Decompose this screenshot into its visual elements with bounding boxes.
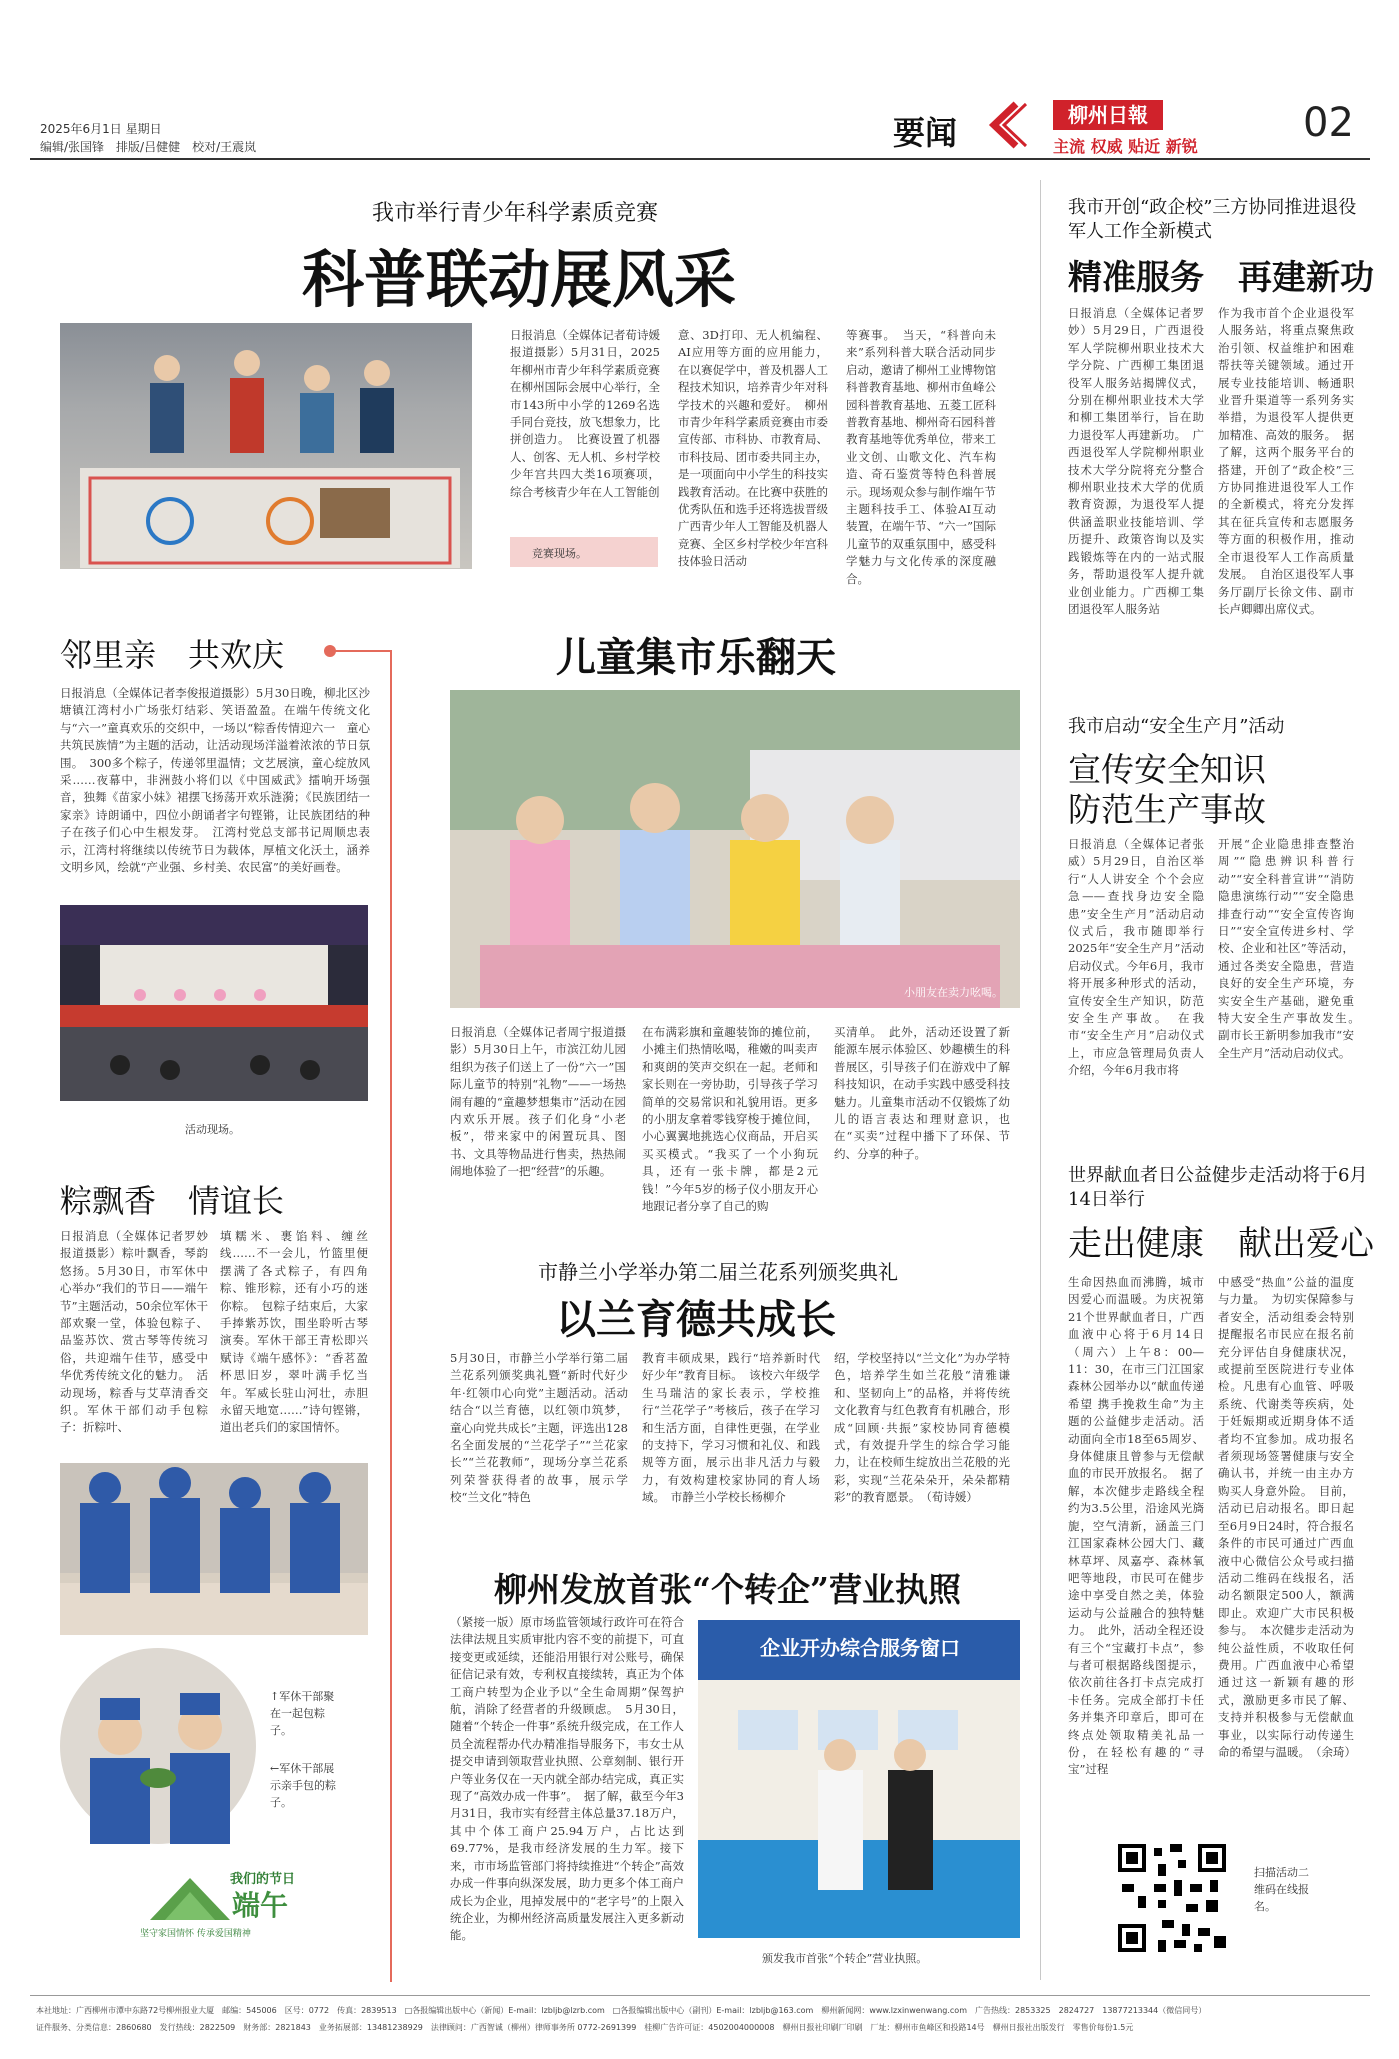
a7-title: 以兰育德共成长: [556, 1296, 836, 1343]
a1-col2: 意、3D打印、无人机编程、AI应用等方面的应用能力，在以赛促学中，普及机器人工程技术知识，培养青少年对科学技术的兴趣和爱好。 柳州市青少年科学素质竞赛由市委宣传部、市科协、市教育局、市科技局、团市委共同主办，是一项面向中小学生的科技实践教育活动。在比赛中获胜的优秀队伍和选手还将选拔晋级广西青少年人工智能及机器人竞赛、全区乡村学校少年宫科技体验日活动: [678, 328, 828, 569]
a8-kicker: 世界献血者日公益健步走活动将于6月14日举行: [1068, 1165, 1368, 1210]
divider-left-col: [1040, 180, 1041, 1980]
a4-photo2: [60, 1648, 256, 1844]
a9-photo: [698, 1620, 1020, 1938]
a5-title: 儿童集市乐翻天: [556, 634, 836, 681]
a2-kicker: 我市开创“政企校”三方协同推进退役军人工作全新模式: [1068, 197, 1357, 242]
a5-col2: 在布满彩旗和童趣装饰的摊位前，小摊主们热情吆喝，稚嫩的叫卖声和爽朗的笑声交织在一起。老师和家长则在一旁协助，引导孩子学习简单的交易常识和礼貌用语。更多的小朋友拿着零钱穿梭于摊位间，小心翼翼地挑选心仪商品，开启买买买模式。“我买了一个小狗玩具，还有一张卡牌，都是2元钱！”今年5岁的杨子仪小朋友开心地跟记者分享了自己的购: [642, 1025, 818, 1214]
page-number: 02: [1303, 100, 1354, 146]
a9-title: 柳州发放首张“个转企”营业执照: [494, 1570, 961, 1609]
a6-title-line1: 宣传安全知识: [1068, 750, 1266, 789]
a4-col1: 日报消息（全媒体记者罗妙报道摄影）粽叶飘香，琴韵悠扬。5月30日，市军休中心举办“我们的节日——端午节”主题活动，50余位军休干部欢聚一堂，体验包粽子、品鉴苏饮、赏古琴等传统习俗，共迎端午佳节，感受中华优秀传统文化的魅力。 活动现场，粽香与艾草清香交织。军休干部们动手包粽子：折粽叶、: [60, 1229, 208, 1435]
a1-kicker: 我市举行青少年科学素质竞赛: [372, 201, 659, 226]
chevron-left-icon: [980, 100, 1030, 150]
a7-col2: 教育丰硕成果，践行“培养新时代好少年”教育目标。 该校六年级学生马瑞洁的家长表示，学校推行“兰花学子”考核后，孩子在学习和生活方面，自律性更强，在学业的支持下，学习习惯和礼仪、和践规等方面，展示出非凡活力与毅力，有效构建校家协同的育人场域。 市静兰小学校长杨柳介: [642, 1351, 820, 1505]
festival-slogan: 坚守家国情怀 传承爱国精神: [140, 1929, 251, 1939]
a3-bracket-dot: [324, 645, 336, 657]
a9-text: （紧接一版）原市场监管领域行政许可在符合法律法规且实质审批内容不变的前提下，可直接变更或延续，还能沿用银行对公账号，确保征信记录有效，专利权直接续转，真正为个体工商户转型为企业予以“全生命周期”保驾护航，消除了经营者的升级顾虑。 5月30日，随着“个转企一件事”系统升级完成，在工作人员全流程帮办代办精准指导服务下，韦女士从提交申请到领取营业执照、公章刻制、银行开户等业务仅在一天内就全部办结完成，真正实现了“高效办成一件事”。 据了解，截至今年3月31日，我市实有经营主体总量37.18万户，其中个体工商户25.94万户，占比达到69.77%，是我市经济发展的生力军。接下来，市市场监管部门将持续推进“个转企”高效办成一件事向纵深发展，助力更多个体工商户成长为企业，甩掉发展中的“老字号”的上限入统企业，为柳州经济高质量发展注入更多新动能。: [450, 1615, 684, 1943]
a1-title: 科普联动展风采: [302, 243, 737, 316]
a4-caption1: ↑军休干部聚在一起包粽子。: [270, 1690, 335, 1737]
a9-sign: 企业开办综合服务窗口: [760, 1636, 960, 1660]
a3-photo: [60, 905, 368, 1101]
a3-text: 日报消息（全媒体记者李俊报道摄影）5月30日晚，柳北区沙塘镇江湾村小广场张灯结彩、笑语盈盈。在端午传统文化与“六一”童真欢乐的交织中，一场以“粽香传情迎六一 童心共筑民族情”为主题的活动，让活动现场洋溢着浓浓的节日氛围。 300多个粽子，传递邻里温情；文艺展演，童心绽放风采……夜幕中，非洲鼓小将们以《中国威武》擂响开场强音，独舞《苗家小妹》裙摆飞扬荡开欢乐涟漪；《民族团结一家亲》诗朗诵中，四位小朗诵者字句铿锵，让民族团结的种子在孩子们心中生根发芽。 江湾村党总支部书记周顺忠表示，江湾村将继续以传统节日为载体，厚植文化沃土，涵养文明乡风，绘就“产业强、乡村美、农民富”的美好画卷。: [60, 686, 370, 875]
a1-col3: 等赛事。 当天，“科普向未来”系列科普大联合活动同步启动，邀请了柳州工业博物馆科普教育基地、柳州市鱼峰公园科普教育基地、五菱工匠科普教育基地、柳州奇石园科普教育基地等优秀单位，带来工业文创、山歌文化、汽车构造、奇石鉴赏等特色科普展示。现场观众参与制作端午节主题科技手工、体验AI互动装置，在端午节、“六一”国际儿童节的双重氛围中，感受科学魅力与文化传承的深度融合。: [846, 328, 996, 586]
a2-col1: 日报消息（全媒体记者罗妙）5月29日，广西退役军人学院柳州职业技术大学分院、广西柳工集团退役军人服务站揭牌仪式，分别在柳州职业技术大学和柳工集团举行，旨在助力退役军人再建新功。 广西退役军人学院柳州职业技术大学分院将充分整合柳州职业技术大学的优质教育资源，为退役军人提供涵盖职业技能培训、学历提升、政策咨询以及实践锻炼等在内的一站式服务，帮助退役军人提升就业创业能力。广西柳工集团退役军人服务站: [1068, 306, 1204, 616]
qr-code-icon[interactable]: [1114, 1840, 1230, 1956]
a7-col1: 5月30日，市静兰小学举行第二届兰花系列颁奖典礼暨“新时代好少年·红领巾心向党”主题活动。活动结合“以兰育德，以红领巾筑梦，童心向党共成长”主题，评选出128名全面发展的“兰花学子”“兰花家长”“兰花教师”，现场分享兰花系列荣誉获得者的故事，展示学校“兰文化”特色: [450, 1351, 628, 1505]
a6-col1: 日报消息（全媒体记者张威）5月29日，自治区举行“人人讲安全 个个会应急——查找身边安全隐患”安全生产月”活动启动仪式后，我市随即举行2025年“安全生产月”活动启动仪式。今年6月，我市将开展多种形式的活动，宣传安全生产知识，防范安全生产事故。 在我市“安全生产月”启动仪式上，市应急管理局负责人介绍，今年6月我市将: [1068, 837, 1204, 1078]
a1-photo: [60, 323, 472, 569]
a5-photo: [450, 690, 1020, 1008]
a2-col2: 作为我市首个企业退役军人服务站，将重点聚焦政治引领、权益维护和困难帮扶等关键领域。通过开展专业技能培训、畅通职业晋升渠道等一系列务实举措，为退役军人提供更加精准、高效的服务。 据了解，这两个服务平台的搭建，开创了“政企校”三方协同推进退役军人工作的全新模式，将充分发挥其在征兵宣传和志愿服务等方面的积极作用，推动全市退役军人工作高质量发展。 自治区退役军人事务厅副厅长徐文伟、副市长卢卿卿出席仪式。: [1218, 306, 1354, 616]
a5-col1: 日报消息（全媒体记者周宁报道摄影）5月30日上午，市滨江幼儿园组织为孩子们送上了一份“六一”国际儿童节的特别“礼物”——一场热闹有趣的“童趣梦想集市”活动在园内欢乐开展。孩子们化身“小老板”，带来家中的闲置玩具、图书、文具等物品进行售卖，热热闹闹地体验了一把“经营”的乐趣。: [450, 1025, 626, 1179]
section-label[interactable]: 要闻: [893, 114, 958, 152]
footer-line2: 证件服务、分类信息：2860680 发行热线：2822509 财务部：2821843 业务拓展部：13481238929 法律顾问：广西智诚（柳州）律师事务所 0772-2691399 桂柳广告许可证：4502004000008 柳州日报社印刷厂印刷 厂址：柳州市鱼峰区和投路14号 柳州日报社出版发行 零售价每份1.5元: [36, 2023, 1134, 2032]
a4-title: 粽飘香 情谊长: [60, 1182, 285, 1220]
a5-col3: 买清单。 此外，活动还设置了新能源车展示体验区、妙趣横生的科普展区，引导孩子们在游戏中了解科技知识，在动手实践中感受科技魅力。儿童集市活动不仅锻炼了幼儿的语言表达和理财意识，也在“买卖”过程中播下了环保、节约、分享的种子。: [834, 1025, 1010, 1161]
paper-slogan: 主流 权威 贴近 新锐: [1053, 137, 1198, 156]
footer-rule: [30, 1995, 1370, 1996]
a8-col2: 中感受“热血”公益的温度与力量。 为切实保障参与者安全，活动组委会特别提醒报名市民应在报名前充分评估自身健康状况，或提前至医院进行专业体检。凡患有心血管、呼吸系统、代谢类等疾病，处于妊娠期或近期身体不适者均不宜参加。成功报名者须现场签署健康与安全确认书，并统一由主办方购买人身意外险。 目前，活动已启动报名。即日起至6月9日24时，符合报名条件的市民可通过广西血液中心微信公众号或扫描活动二维码在线报名，活动名额限定500人，额满即止。欢迎广大市民积极参与。 本次健步走活动为纯公益性质，不收取任何费用。广西血液中心希望通过这一新颖有趣的形式，激励更多市民了解、支持并积极参与无偿献血事业，以实际行动传递生命的希望与温暖。 （余琦）: [1218, 1275, 1356, 1759]
paper-logo: 柳州日報: [1053, 100, 1163, 130]
a3-title: 邻里亲 共欢庆: [60, 636, 285, 674]
festival-name: 端午: [232, 1889, 289, 1922]
a6-col2: 开展“企业隐患排查整治周”“隐患辨识科普行动”“安全科普宣讲”“消防隐患演练行动”“安全隐患排查行动”“安全宣传咨询日”“安全宣传进乡村、学校、企业和社区”等活动，通过各类安全隐患，营造良好的安全生产环境，夯实安全生产基础，避免重特大安全生产事故发生。 副市长王新明参加我市“安全生产月”活动启动仪式。: [1218, 837, 1366, 1060]
zongzi-leaf-icon: [140, 1870, 240, 1930]
a8-col1: 生命因热血而沸腾，城市因爱心而温暖。为庆祝第21个世界献血者日，广西血液中心将于6月14日（周六）上午8：00—11：30，在市三门江国家森林公园举办以“献血传递希望 携手挽救生命”为主题的公益健步走活动。活动面向全市18至65周岁、身体健康且曾参与无偿献血的市民开放报名。 据了解，本次健步走路线全程约为3.5公里，沿途风光旖旎，空气清新，涵盖三门江国家森林公园大门、藏林草坪、凤嘉亭、森林氧吧等地段，市民可在健步途中享受自然之美，体验运动与公益融合的独特魅力。 此外，活动全程还设有三个“宝藏打卡点”，参与者可根据路线图提示，依次前往各打卡点完成打卡任务。完成全部打卡任务并集齐印章后，即可在终点处领取精美礼品一份，在轻松有趣的“寻宝”过程: [1068, 1275, 1204, 1777]
a6-kicker: 我市启动“安全生产月”活动: [1068, 716, 1285, 737]
festival-label: 我们的节日: [230, 1872, 296, 1887]
a3-caption: 活动现场。: [185, 1123, 240, 1136]
a7-kicker: 市静兰小学举办第二届兰花系列颁奖典礼: [538, 1260, 898, 1284]
a8-title: 走出健康 献出爱心: [1068, 1224, 1374, 1264]
a7-col3: 绍，学校坚持以“兰文化”为办学特色，培养学生如兰花般“清雅谦和、坚韧向上”的品格，并将传统文化教育与红色教育有机融合，形成“回顾·共振”家校协同育德模式，有效提升学生的综合学习能力，让在校师生绽放出兰花般的光彩，实现“兰花朵朵开，朵朵都精彩”的教育愿景。 （荀诗媛）: [834, 1351, 1010, 1505]
footer-line1: 本社地址：广西柳州市潭中东路72号柳州报业大厦 邮编：545006 区号：0772 传真：2839513 □各报编辑出版中心（新闻）E-mail：lzbljb@lzrb.com □各报编辑出版中心（副刊）E-mail：lzbljb@163.com 柳州新闻网：www.lzxinwenwang.com 广告热线：2853325 2824727 13877213344（微信同号）: [36, 2006, 1207, 2015]
issue-date: 2025年6月1日 星期日: [40, 122, 162, 136]
a2-title: 精准服务 再建新功: [1068, 258, 1374, 298]
a8-qr-caption: 扫描活动二维码在线报名。: [1254, 1866, 1309, 1913]
a9-caption: 颁发我市首张“个转企”营业执照。: [762, 1952, 928, 1965]
a5-caption: 小朋友在卖力吆喝。: [904, 986, 1003, 999]
a1-col1: 日报消息（全媒体记者荀诗媛报道摄影）5月31日，2025年柳州市青少年科学素质竞赛在柳州国际会展中心举行，全市143所中小学的1269名选手同台竞技，放飞想象力，比拼创造力。 比赛设置了机器人、创客、无人机、乡村学校少年宫共四大类16项赛项，综合考核青少年在人工智能创: [510, 328, 660, 499]
header-rule: [30, 158, 1370, 160]
a4-photo1: [60, 1463, 368, 1635]
a6-title-line2: 防范生产事故: [1068, 790, 1266, 829]
a4-caption2: ←军休干部展示亲手包的粽子。: [270, 1762, 336, 1809]
a4-col2: 填糯米、裹馅料、缠丝线……不一会儿，竹篮里便摆满了各式粽子，有四角粽、锥形粽，还有小巧的迷你粽。 包粽子结束后，大家手捧紫苏饮，围坐聆听古琴演奏。军休干部王青松即兴赋诗《端午感怀》：“香茗盈杯思旧岁，翠叶满手忆当年。军威长驻山河壮，赤胆永留天地宽……”诗句铿锵，道出老兵们的家国情怀。: [220, 1229, 368, 1435]
editors-line: 编辑/张国锋 排版/吕健健 校对/王震岚: [40, 140, 257, 154]
a1-caption: 竞赛现场。: [532, 547, 587, 560]
